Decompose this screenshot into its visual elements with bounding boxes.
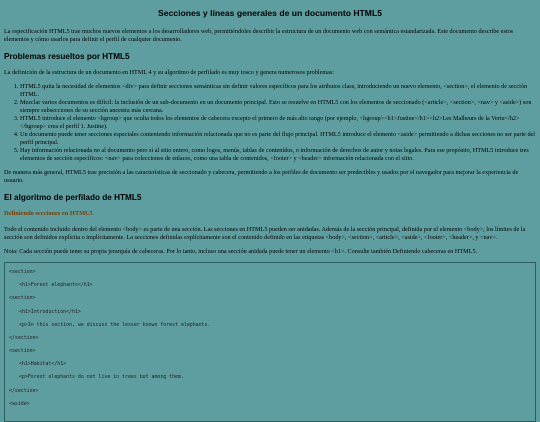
code-line: </section> <box>9 387 39 394</box>
code-line: </section> <box>9 334 39 341</box>
code-line: <p>In this section, we discuss the lesser known forest elephants. <box>19 321 211 328</box>
code-line: <aside> <box>9 400 30 407</box>
list-item: 1. HTML5 quita la necesidad de elementos <div> para definir secciones semánticas sin definir valores específicos para los atributos class, introduciendo un nuevo elemento, <section>, el elemento de sección HTML. <box>20 83 536 99</box>
list-item: 2. Mezclar varios documentos es difícil: la inclusión de un sub-documento en un documento principal. Esto se resuelve en HTML5 con los elementos de seccionado (<article>, <section>, <nav> y <aside>) son siempre subsecciones de su sección ancestra más cercana. <box>20 99 536 115</box>
code-line: <h1>Forest elephants</h1> <box>19 282 93 289</box>
code-line: <section> <box>9 348 36 355</box>
code-line: <section> <box>9 269 36 276</box>
problems-closing-paragraph: De manera más general, HTML5 trae precisión a las características de seccionado y cabecera, permitiendo a los perfiles de documento ser predecibles y usados por el navegador para mejorar la experiencia de usuario. <box>4 168 519 184</box>
section-heading-problems: Problemas resueltos por HTML5 <box>4 51 130 61</box>
list-item: 3. HTML5 introduce el elemento <hgroup> que oculta todos los elementos de cabecera excepto el primero de más alto rango (por ejemplo, <hgroup><h1>Justine</h1><h2>Les Malheurs de la Vertu</h2></hgroup> crea el perfil 1. Justine). <box>20 115 536 131</box>
intro-paragraph: La especificación HTML5 trae muchos nuevos elementos a los desarrolladores web, permitiéndoles describir la estructura de un documento web con semántica estandarizada. Este documento describe estos elementos y cómo usarlos para definir el perfil de cualquier documento. <box>4 28 514 43</box>
code-line: <section> <box>9 295 36 302</box>
list-item: 5. Hay información relacionada no al documento pero sí al sitio entero, como logos, menús, tablas de contenidos, o información de derechos de autor y notas legales. Para ese propósito, HTML5 introduce tres elementos de sección específicos: <nav> para colecciones de enlaces, como una tabla de contenidos, <footer> y <header> información relacionada con el sitio. <box>20 147 536 163</box>
section-heading-algorithm: El algoritmo de perfilado de HTML5 <box>4 192 142 202</box>
code-line: <p>Forest elephants do not live in trees but among them. <box>19 374 184 381</box>
page-title: Secciones y líneas generales de un documento HTML5 <box>158 8 382 18</box>
note-paragraph: Nota: Cada sección puede tener su propia jerarquía de cabeceras. Por lo tanto, incluso una sección anidada puede tener un elemento <h1>. Consulte también Definiendo cabeceras en HTML5. <box>4 248 478 256</box>
sections-paragraph: Todo el contenido incluido dentro del elemento <body> es parte de una sección. Las secciones en HTML5 pueden ser anidadas. Además de la sección principal, definida por el elemento <body>, los límites de la sección son definidos explícita o implícitamente. La secciones definidas explícitamente son el contenido definido en las etiquetas <body>, <section>, <article>, <aside>, <footer>, <header>, y <nav>. <box>4 226 526 242</box>
subheading-defining-sections: Definiendo secciones en HTML5 <box>4 210 93 218</box>
code-line: <h1>Introduction</h1> <box>19 308 81 315</box>
code-line: <h1>Habitat</h1> <box>19 361 67 368</box>
code-example <box>4 262 536 422</box>
problems-lead-paragraph: La definición de la estructura de un documento en HTML 4 y su algoritmo de perfilado es muy tosco y genera numerosos problemas: <box>4 69 335 77</box>
list-item: 4. Un documento puede tener secciones especiales conteniendo información relacionada que no es parte del flujo principal. HTML5 introduce el elemento <aside> permitiendo a dichas secciones no ser parte del perfil principal. <box>20 131 536 147</box>
problems-list <box>4 83 536 162</box>
